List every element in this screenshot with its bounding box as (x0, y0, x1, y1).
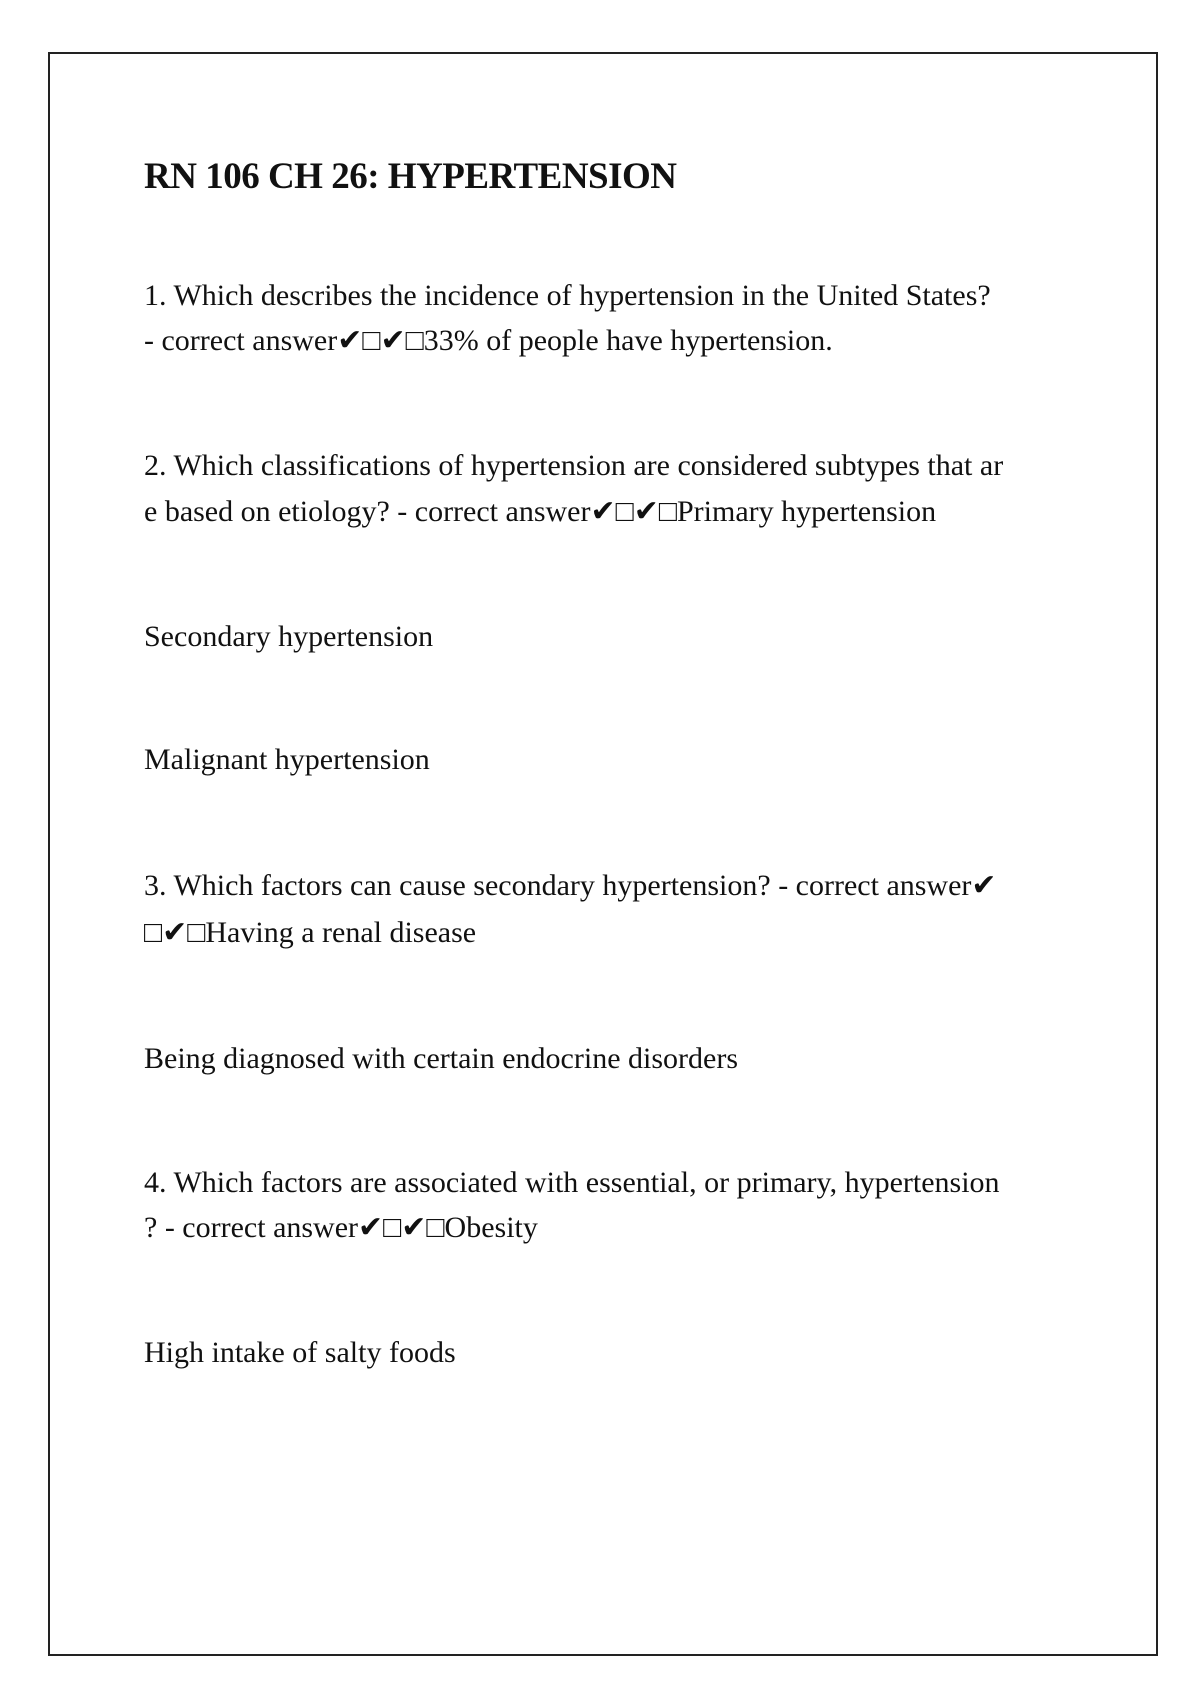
page-title: RN 106 CH 26: HYPERTENSION (144, 156, 677, 197)
question-3-answer-item: Being diagnosed with certain endocrine disorders (144, 1042, 738, 1075)
question-4-line-1: 4. Which factors are associated with essential, or primary, hypertension (144, 1166, 1000, 1199)
question-4-answer: ? - correct answer✔□✔□Obesity (144, 1211, 538, 1244)
question-1-answer: - correct answer✔□✔□33% of people have hypertension. (144, 324, 833, 357)
question-2-answer-item: Malignant hypertension (144, 743, 430, 776)
question-2-line-1: 2. Which classifications of hypertension are considered subtypes that ar (144, 449, 1004, 482)
document-page (48, 52, 1158, 1656)
question-2-answer-item: Secondary hypertension (144, 620, 434, 653)
question-2-answer: e based on etiology? - correct answer✔□✔□Primary hypertension (144, 495, 937, 528)
question-1-line-1: 1. Which describes the incidence of hypertension in the United States? (144, 279, 991, 312)
question-3-line-1: 3. Which factors can cause secondary hypertension? - correct answer✔ (144, 869, 997, 902)
question-4-answer-item: High intake of salty foods (144, 1336, 456, 1369)
question-3-answer: □✔□Having a renal disease (144, 916, 477, 949)
